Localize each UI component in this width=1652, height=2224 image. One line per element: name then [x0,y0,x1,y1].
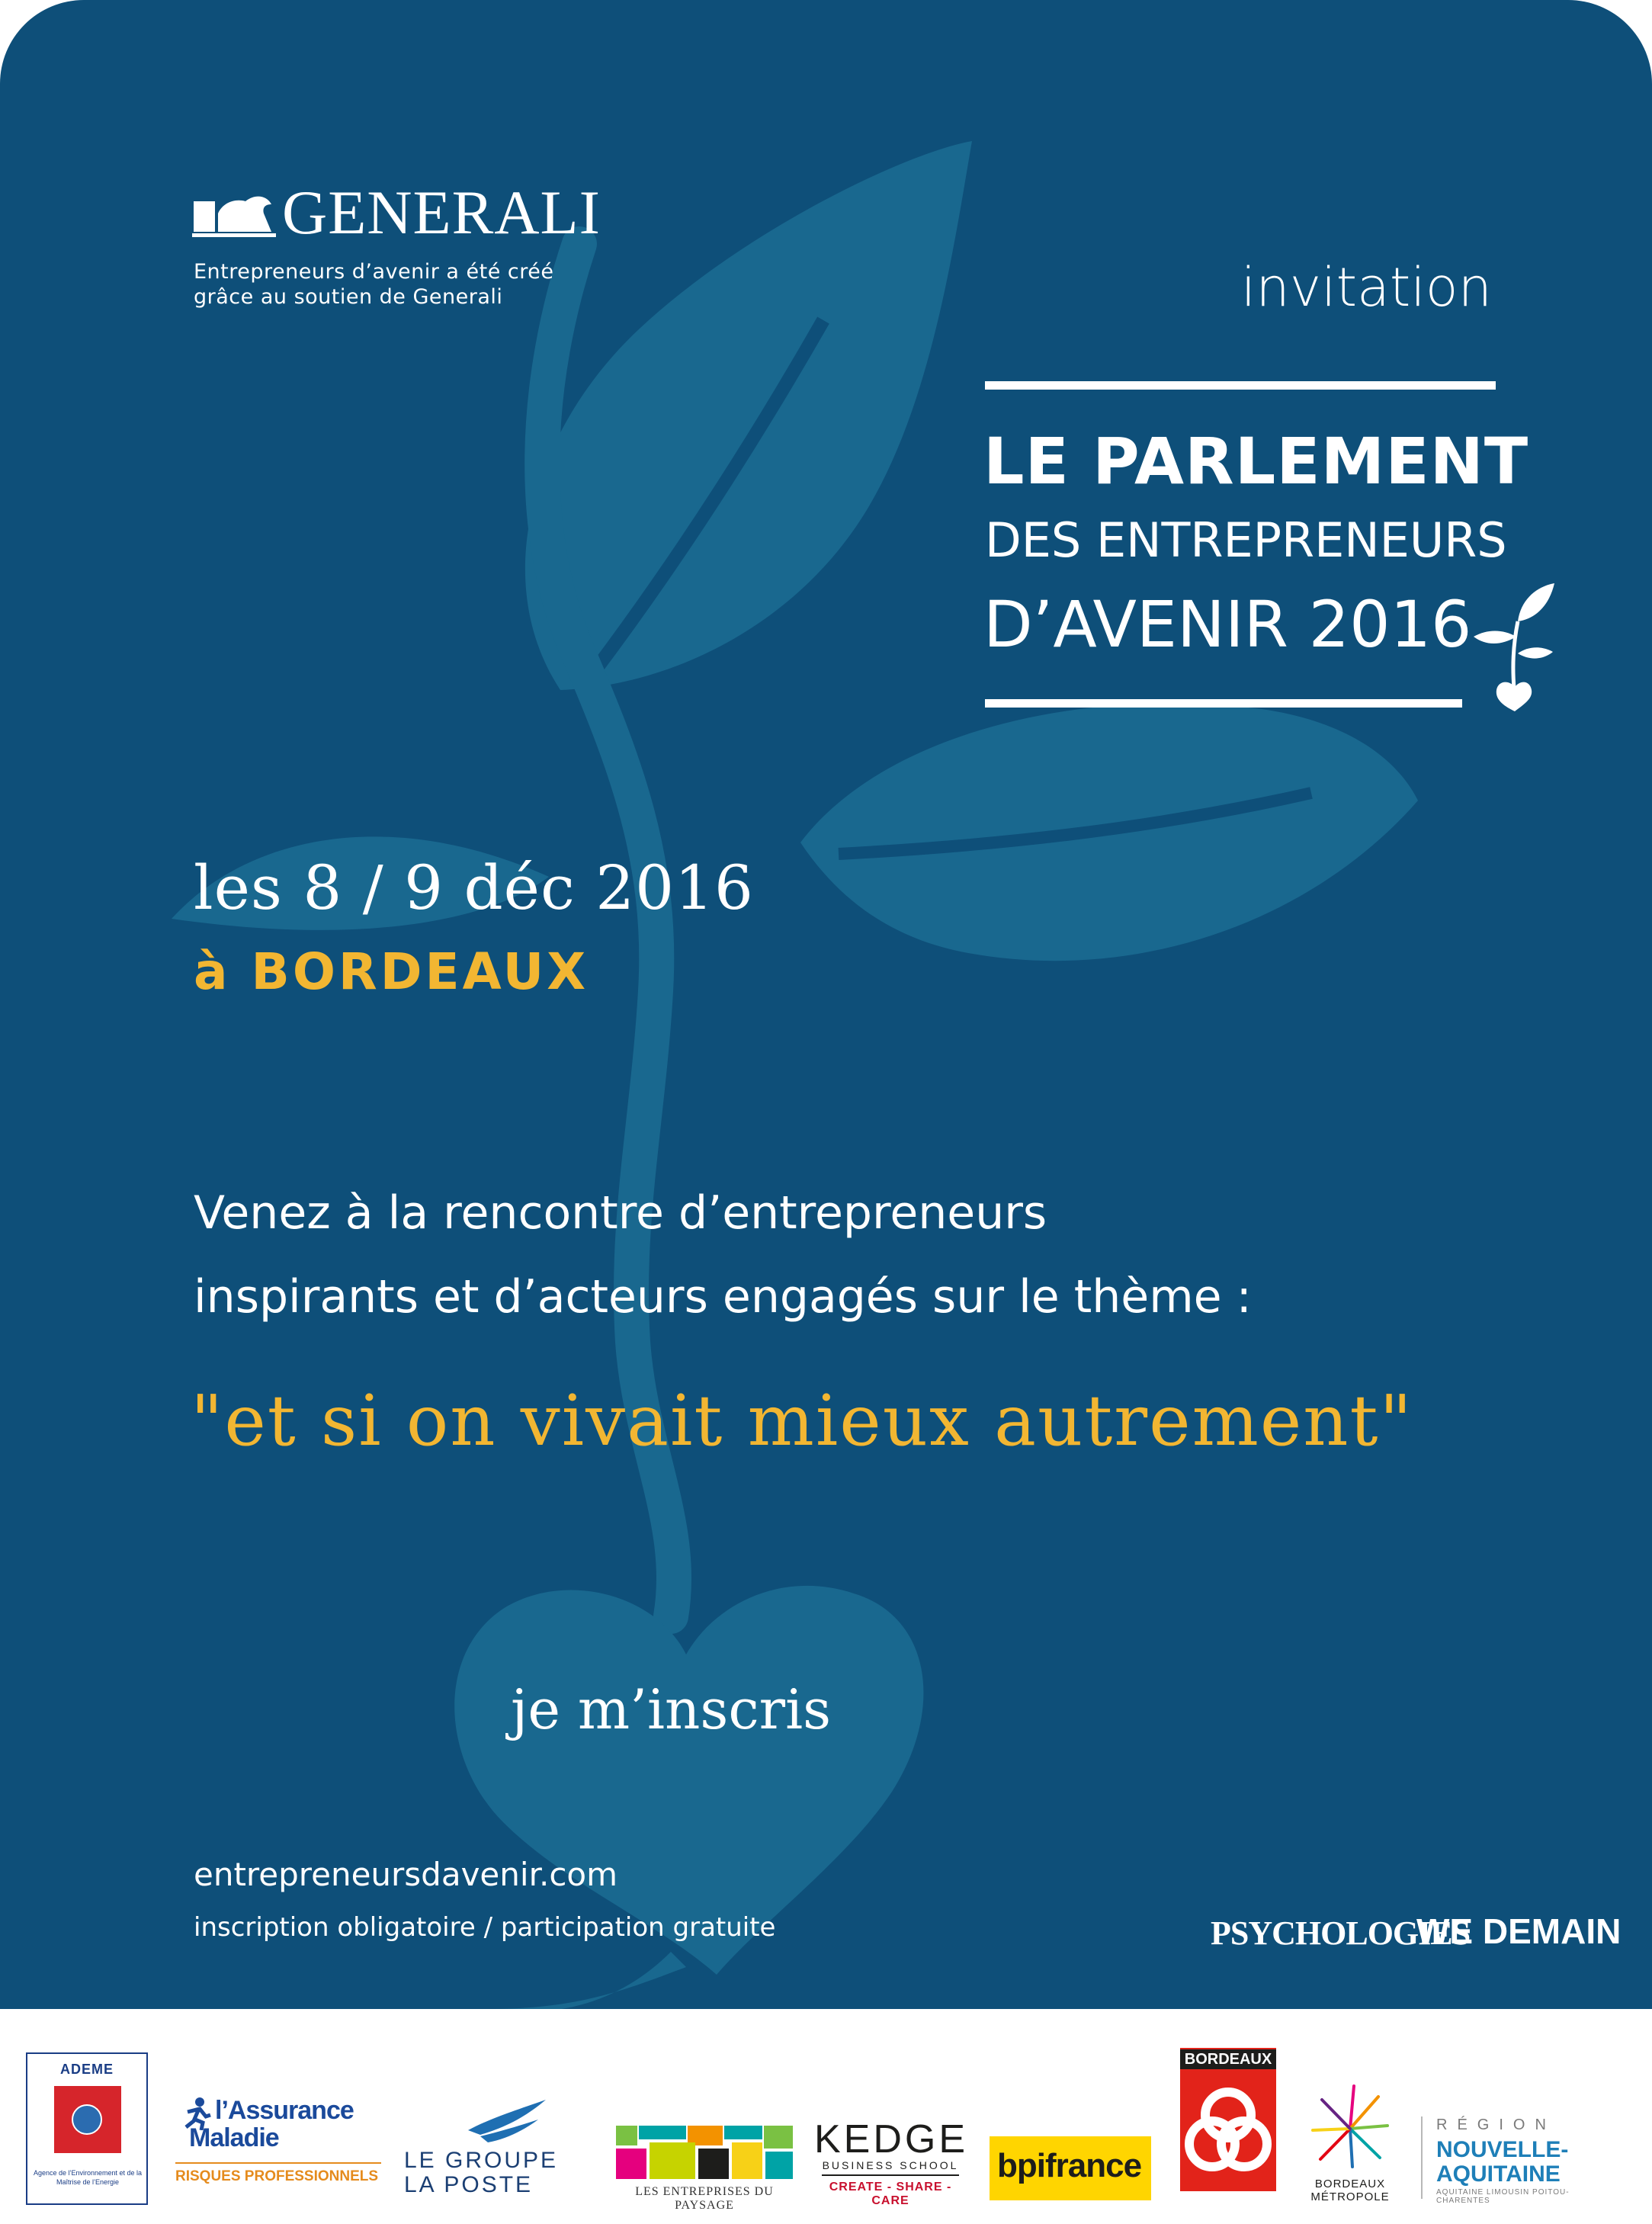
la-poste-text [404,2149,558,2197]
body-line1: Venez à la rencontre d’entrepreneurs [194,1186,1047,1240]
la-poste-bird-icon [465,2097,549,2145]
ademe-name: ADEME [59,2062,114,2077]
title-line3: D’AVENIR 2016 [983,587,1472,662]
bordeaux-crescents-icon [1180,2069,1276,2191]
metropole-caption [1308,2177,1392,2203]
la-poste-line1: LE GROUPE [404,2148,559,2173]
body-line2: inspirants et d’acteurs engagés sur le thème : [194,1270,1252,1324]
assurance-maladie-logo [175,2097,381,2185]
event-dates: les 8 / 9 déc 2016 [194,852,754,923]
region-name [1436,2138,1568,2187]
entreprises-paysage-logo [616,2126,793,2212]
sprout-icon [1468,576,1559,713]
registration-note: inscription obligatoire / participation gratuite [194,1912,776,1943]
invitation-label: invitation [1240,256,1492,319]
sponsor-credit [194,259,651,310]
metropole-line1: BORDEAUX [1314,2177,1386,2190]
region-name-line2: AQUITAINE [1436,2161,1561,2187]
bordeaux-metropole-logo [1308,2081,1392,2211]
bpifrance-name: bpifrance [997,2147,1142,2184]
la-poste-line2: LA POSTE [404,2172,534,2197]
sponsor-credit-line2: grâce au soutien de Generali [194,285,503,309]
region-subcaption: AQUITAINE LIMOUSIN POITOU-CHARENTES [1436,2188,1570,2205]
region-label: RÉGION [1436,2116,1556,2133]
runner-icon [180,2097,213,2130]
title-line2: DES ENTREPRENEURS [985,512,1507,568]
psychologies-logo: PSYCHOLOGIES [1211,1914,1471,1952]
paysage-blocks-icon [616,2126,793,2182]
title-rule-bottom [985,699,1462,708]
bordeaux-logo [1180,2048,1276,2191]
we-demain-logo: WE DEMAIN [1416,1911,1622,1951]
paysage-caption: LES ENTREPRISES DU PAYSAGE [635,2185,774,2212]
lion-emblem-icon [192,188,276,238]
assurance-line1: l’Assurance [215,2096,354,2125]
sponsor-credit-line1: Entrepreneurs d’avenir a été créé [194,260,554,284]
metropole-line2: MÉTROPOLE [1310,2190,1390,2203]
generali-logo [192,178,601,247]
ademe-caption: Agence de l’Environnement et de la Maîtrise de l’Energie [33,2169,143,2186]
event-theme: "et si on vivait mieux autrement" [191,1380,1413,1462]
kedge-logo [814,2117,969,2208]
region-name-line1: NOUVELLE- [1436,2137,1569,2162]
kedge-sub: BUSINESS SCHOOL [822,2159,959,2176]
kedge-tagline: CREATE - SHARE - CARE [829,2181,952,2207]
register-link[interactable]: je m’inscris [511,1677,832,1741]
ademe-logo [26,2052,148,2205]
event-location: à BORDEAUX [194,942,589,1001]
generali-wordmark: GENERALI [282,178,601,247]
assurance-line3: RISQUES PROFESSIONNELS [175,2162,381,2185]
kedge-name: KEDGE [814,2117,969,2161]
region-nouvelle-aquitaine-logo [1421,2116,1621,2205]
title-line1: LE PARLEMENT [983,424,1529,499]
metropole-burst-icon [1308,2081,1392,2173]
bordeaux-name: BORDEAUX [1180,2049,1276,2069]
bpifrance-logo [990,2136,1151,2200]
title-rule-top [985,381,1496,390]
website-link[interactable]: entrepreneursdavenir.com [194,1856,618,1893]
assurance-line2: Maladie [189,2123,279,2152]
globe-icon [72,2104,102,2135]
